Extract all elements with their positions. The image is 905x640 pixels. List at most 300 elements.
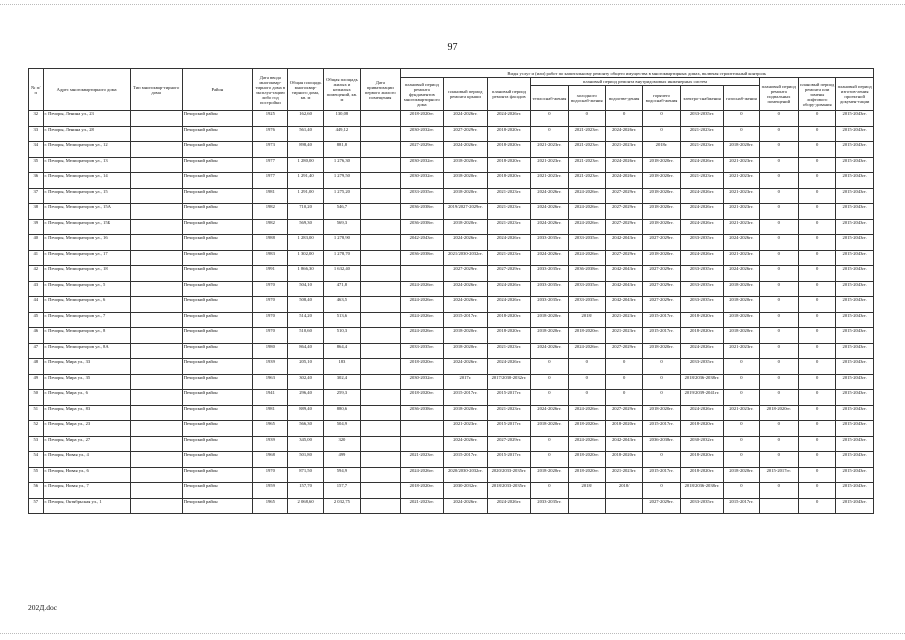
table-cell: 504,9	[323, 421, 360, 437]
bottom-dotted-border	[0, 633, 905, 634]
table-cell: Печорский район	[182, 312, 253, 328]
table-cell: 1939	[253, 359, 288, 375]
table-cell: 2036-2038гг.	[400, 204, 444, 220]
table-cell: 2036-2038гг.	[568, 266, 605, 282]
col-no: № п/п	[29, 69, 44, 111]
table-row	[29, 436, 874, 452]
table-cell: г. Печоры, Мелиораторов ул., 8А	[43, 343, 130, 359]
table-cell: 37	[29, 188, 44, 204]
table-cell: 46	[29, 328, 44, 344]
table-cell: 2015-2043гг.	[836, 173, 874, 189]
table-cell: 0	[759, 483, 798, 499]
table-cell: 2018-2020гг.	[444, 343, 488, 359]
table-cell: 2015-2043гг.	[836, 343, 874, 359]
table-row	[29, 126, 874, 142]
table-cell: 32	[29, 111, 44, 127]
table-row	[29, 483, 874, 499]
table-row	[29, 157, 874, 173]
table-cell: 2024-2026гг.	[605, 157, 642, 173]
table-cell: 1970	[253, 281, 288, 297]
col-year: Дата ввода многоквар-тирного дома в эксплуа-тацию либо год постройки	[253, 69, 288, 111]
col-electric: электро-снабжения	[680, 86, 724, 111]
table-cell	[130, 188, 182, 204]
table-row	[29, 421, 874, 437]
table-cell: Печорский район	[182, 250, 253, 266]
table-cell: 2024-2026гг.	[400, 312, 444, 328]
table-cell: 2015-2017гг.	[759, 467, 798, 483]
table-cell: 2024-2026гг.	[568, 405, 605, 421]
table-row	[29, 281, 874, 297]
table-cell: 0	[798, 328, 835, 344]
table-cell: 1965	[253, 421, 288, 437]
table-cell: 2021-2023гг.	[680, 173, 724, 189]
table-cell: Печорский район	[182, 266, 253, 282]
table-cell: 1 632,40	[323, 266, 360, 282]
table-cell	[361, 421, 400, 437]
table-cell: 1 866,30	[288, 266, 323, 282]
table-cell: 2024-2026гг.	[400, 328, 444, 344]
table-cell	[130, 421, 182, 437]
table-cell: 2027-2029гг.	[605, 343, 642, 359]
table-cell: 0	[759, 312, 798, 328]
table-cell	[130, 328, 182, 344]
table-cell	[130, 126, 182, 142]
table-cell: 2018-2020гг.	[643, 343, 680, 359]
table-cell: 2015-2017гг.	[487, 452, 531, 468]
table-cell	[361, 173, 400, 189]
table-cell: 2027-2029гг.	[643, 297, 680, 313]
table-cell: 2024-2026гг.	[531, 204, 568, 220]
col-design: плановый период изготов-ления проектной докумен-тации	[836, 78, 874, 111]
table-cell: 2024-2026гг.	[444, 498, 488, 514]
table-cell: 2033-2035гг.	[568, 281, 605, 297]
table-cell: 2027-2029гг.	[643, 498, 680, 514]
table-cell	[361, 343, 400, 359]
table-cell: 2021-2023гг.	[724, 204, 759, 220]
col-basement: плановый период ремонта подвальных помещений	[759, 78, 798, 111]
table-cell: 2030-2032гг.	[400, 374, 444, 390]
table-cell	[130, 498, 182, 514]
col-elevator: плановый период ремонта или замены лифтового обору-дования	[798, 78, 835, 111]
table-cell	[130, 235, 182, 251]
table-cell: Печорский район	[182, 436, 253, 452]
table-cell: г. Печоры, Мелиораторов ул., 17	[43, 250, 130, 266]
table-cell: 0	[759, 390, 798, 406]
table-cell: 2021-2023гг.	[680, 142, 724, 158]
table-cell	[361, 235, 400, 251]
table-cell: г. Печоры, Новая ул., 7	[43, 483, 130, 499]
group-systems: плановый период ремонта внутридомовых инженерных систем	[531, 78, 759, 86]
table-cell: 2015-2043гг.	[836, 297, 874, 313]
table-cell	[361, 188, 400, 204]
table-cell: 2015-2017гг.	[444, 312, 488, 328]
table-cell: 2030-2032гг.	[680, 436, 724, 452]
table-cell: 2033-2035гг.	[680, 266, 724, 282]
table-cell: 45	[29, 312, 44, 328]
table-cell: 2019/2027-2029гг.	[444, 204, 488, 220]
table-row	[29, 390, 874, 406]
table-cell: 0	[798, 219, 835, 235]
table-cell: 2021-2023гг.	[400, 452, 444, 468]
table-cell: 2042-2043гг.	[605, 281, 642, 297]
table-cell: 1963	[253, 374, 288, 390]
table-cell	[130, 250, 182, 266]
table-cell: 2027-2029гг.	[643, 281, 680, 297]
table-cell: 2015-2017гг.	[444, 390, 488, 406]
table-cell: Печорский район	[182, 188, 253, 204]
table-cell: 2020/2033-2035гг.	[487, 467, 531, 483]
table-row	[29, 219, 874, 235]
table-cell: 1 280,00	[288, 157, 323, 173]
table-cell: 1 279,50	[323, 173, 360, 189]
table-cell	[361, 126, 400, 142]
table-cell: 2033-2035гг.	[400, 188, 444, 204]
table-cell: 2033-2035гг.	[680, 235, 724, 251]
table-cell: 259,3	[323, 390, 360, 406]
table-cell: 2018-2020гг.	[643, 173, 680, 189]
table-cell: 2021-2023гг.	[487, 188, 531, 204]
table-row	[29, 452, 874, 468]
table-cell: 1941	[253, 390, 288, 406]
table-cell	[361, 266, 400, 282]
table-cell: Печорский район	[182, 467, 253, 483]
table-cell: г. Печоры, Мира ул., 27	[43, 436, 130, 452]
table-cell: 2018-2020гг.	[605, 452, 642, 468]
table-cell: 2024-2026гг.	[680, 204, 724, 220]
table-cell: 2024-2026гг.	[444, 436, 488, 452]
table-cell: 2033-2035гг.	[400, 343, 444, 359]
table-cell: 2018-2020гг.	[643, 219, 680, 235]
table-cell: 1 275,20	[323, 188, 360, 204]
table-cell: 57	[29, 498, 44, 514]
table-cell: 2015-2017гг.	[643, 328, 680, 344]
table-cell: 0	[759, 204, 798, 220]
table-cell: 2024-2026гг.	[531, 343, 568, 359]
table-cell: 0	[798, 142, 835, 158]
table-cell: г. Печоры, Мелиораторов ул., 14	[43, 173, 130, 189]
table-cell: 2018-2020гг.	[487, 328, 531, 344]
table-cell: 2024-2026гг.	[568, 250, 605, 266]
table-cell: 54	[29, 452, 44, 468]
table-cell: Печорский район	[182, 235, 253, 251]
table-cell: 2020/2030-2032гг.	[444, 467, 488, 483]
table-cell: Печорский район	[182, 173, 253, 189]
table-cell: 508,40	[288, 297, 323, 313]
table-cell	[130, 359, 182, 375]
table-cell: 471,8	[323, 281, 360, 297]
table-cell: 2021-2023гг.	[568, 126, 605, 142]
table-cell: 2018г.	[643, 142, 680, 158]
table-cell	[400, 421, 444, 437]
table-cell: 2018-2020гг.	[759, 405, 798, 421]
table-cell: 0	[568, 374, 605, 390]
table-cell: 710,20	[288, 204, 323, 220]
table-cell: 2021-2023гг.	[605, 142, 642, 158]
table-cell: 2042-2043гг.	[605, 297, 642, 313]
table-cell: 35	[29, 157, 44, 173]
table-cell	[568, 498, 605, 514]
table-cell: 0	[798, 188, 835, 204]
table-cell: 569,30	[288, 219, 323, 235]
table-cell: 2018-2020гг.	[444, 219, 488, 235]
table-cell: 2021-2023гг.	[605, 312, 642, 328]
table-cell: 2018-2020гг.	[444, 157, 488, 173]
table-cell: 2018-2020гг.	[680, 421, 724, 437]
col-hot-water: горячего водоснаб-жения	[643, 86, 680, 111]
table-cell: 2021-2023гг.	[724, 343, 759, 359]
col-roof: плановый период ремонта крыши	[444, 78, 488, 111]
table-cell: 2036-2038гг.	[400, 405, 444, 421]
table-cell: Печорский район	[182, 111, 253, 127]
table-cell: Печорский район	[182, 359, 253, 375]
table-cell: 2027-2029гг.	[643, 235, 680, 251]
table-cell: 2024-2026гг.	[724, 266, 759, 282]
table-cell: 0	[798, 359, 835, 375]
table-cell: 320	[323, 436, 360, 452]
table-cell: 0	[759, 359, 798, 375]
table-cell: 2021-2023гг.	[724, 219, 759, 235]
table-cell: 2042-2043гг.	[605, 235, 642, 251]
col-facade: плановый период ремонта фасадов	[487, 78, 531, 111]
table-cell: 0	[724, 359, 759, 375]
table-cell: 43	[29, 281, 44, 297]
table-cell: 2015-2043гг.	[836, 467, 874, 483]
table-cell: 1970	[253, 297, 288, 313]
table-cell: 2024-2026гг.	[444, 235, 488, 251]
table-cell: 2021-2023гг.	[724, 173, 759, 189]
table-cell: 2030-2032гг.	[400, 126, 444, 142]
table-row	[29, 235, 874, 251]
table-cell: 2024-2026гг.	[680, 343, 724, 359]
table-cell: 2018-2020гг.	[444, 188, 488, 204]
table-cell: 2015-2017гг.	[643, 312, 680, 328]
table-cell: 2015-2017гг.	[724, 498, 759, 514]
table-cell: 514,20	[288, 312, 323, 328]
table-cell: 2027-2029гг.	[605, 204, 642, 220]
table-cell	[361, 312, 400, 328]
table-cell: 2033-2035гг.	[568, 235, 605, 251]
table-cell: 205,10	[288, 359, 323, 375]
table-cell	[361, 204, 400, 220]
table-cell	[130, 452, 182, 468]
table-cell: 2024-2026гг.	[400, 281, 444, 297]
table-cell: 39	[29, 219, 44, 235]
table-cell	[361, 452, 400, 468]
table-cell: 0	[798, 312, 835, 328]
table-row	[29, 250, 874, 266]
table-cell: 2018-2020гг.	[568, 421, 605, 437]
table-cell: 2024-2026гг.	[487, 297, 531, 313]
table-cell: 0	[798, 483, 835, 499]
table-cell: 1959	[253, 483, 288, 499]
table-cell: 2018-2020гг.	[680, 452, 724, 468]
table-cell	[361, 359, 400, 375]
table-cell: 2018-2020гг.	[531, 328, 568, 344]
table-cell: 1970	[253, 312, 288, 328]
table-cell: 2033-2035гг.	[531, 266, 568, 282]
table-cell	[361, 111, 400, 127]
table-cell: 52	[29, 421, 44, 437]
table-cell: 2027-2029гг.	[643, 266, 680, 282]
table-cell: 0	[531, 390, 568, 406]
table-cell	[130, 157, 182, 173]
table-cell: 2024-2026гг.	[724, 235, 759, 251]
table-cell	[130, 390, 182, 406]
table-cell: 2018-2020гг.	[568, 328, 605, 344]
group-services: Виды услуг и (или) работ по капитальному ремонту общего имущества в многоквартирных домах, включая строительный контроль	[400, 69, 873, 78]
table-cell: 2015-2043гг.	[836, 204, 874, 220]
table-cell: 0	[531, 452, 568, 468]
table-cell: 2027-2029гг.	[605, 405, 642, 421]
table-cell: 0	[798, 421, 835, 437]
table-cell: 2018-2020гг.	[680, 312, 724, 328]
table-cell: 1982	[253, 204, 288, 220]
table-cell	[361, 405, 400, 421]
table-cell	[361, 390, 400, 406]
table-cell: 2021-2023гг.	[531, 142, 568, 158]
table-cell: 0	[724, 436, 759, 452]
table-cell: 2018-2020гг.	[643, 157, 680, 173]
table-cell: 2018/	[568, 312, 605, 328]
table-cell	[361, 328, 400, 344]
table-cell	[130, 204, 182, 220]
table-cell: г. Печоры, Мелиораторов ул., 15	[43, 188, 130, 204]
table-cell: 0	[759, 173, 798, 189]
table-cell: 2042-2043гг.	[605, 266, 642, 282]
table-cell	[361, 498, 400, 514]
table-cell: 1925	[253, 111, 288, 127]
table-row	[29, 312, 874, 328]
table-cell: 0	[759, 188, 798, 204]
table-cell: г. Печоры, Ленина ул., 23	[43, 111, 130, 127]
col-cold-water: холодного водоснаб-жения	[568, 86, 605, 111]
table-cell: 0	[759, 421, 798, 437]
table-cell: 2015-2017гг.	[444, 452, 488, 468]
table-row	[29, 467, 874, 483]
table-cell: 2018-2020гг.	[400, 483, 444, 499]
table-cell: 2021-2023гг.	[487, 204, 531, 220]
table-cell: 1977	[253, 157, 288, 173]
table-cell: 561,40	[288, 126, 323, 142]
table-cell: 345,00	[288, 436, 323, 452]
table-cell: 2018/	[568, 483, 605, 499]
table-row	[29, 173, 874, 189]
table-cell	[130, 374, 182, 390]
table-cell	[759, 498, 798, 514]
table-cell: 0	[798, 343, 835, 359]
table-cell: 2018/2033-2035гг.	[487, 483, 531, 499]
table-cell: 2018-2020гг.	[724, 312, 759, 328]
table-cell: 0	[798, 297, 835, 313]
table-cell: 2033-2035гг.	[531, 281, 568, 297]
table-cell: 0	[605, 111, 642, 127]
table-cell	[361, 436, 400, 452]
table-cell	[130, 312, 182, 328]
table-cell: 2030-2032гг.	[400, 157, 444, 173]
table-cell: 0	[798, 374, 835, 390]
table-cell: г. Печоры, Мира ул., 6	[43, 390, 130, 406]
table-cell: 0	[759, 219, 798, 235]
table-cell: 2018-2020гг.	[724, 467, 759, 483]
table-cell: 2021-2023гг.	[724, 188, 759, 204]
table-cell: 2024-2026гг.	[680, 219, 724, 235]
table-cell: 2021-2023гг.	[680, 126, 724, 142]
table-cell: 0	[724, 452, 759, 468]
col-living-area: Общая площадь жилых и нежилых помещений, кв. м	[323, 69, 360, 111]
table-cell: 2021-2023гг.	[568, 173, 605, 189]
table-cell: 0	[531, 111, 568, 127]
table-cell: 162,60	[288, 111, 323, 127]
table-cell	[130, 297, 182, 313]
table-cell: 2024-2026гг.	[531, 188, 568, 204]
table-cell: 0	[759, 452, 798, 468]
table-cell: 1 302,00	[288, 250, 323, 266]
table-cell: 2033-2035гг.	[680, 297, 724, 313]
table-cell: 2021-2023гг.	[724, 405, 759, 421]
table-cell: 2018-2020гг.	[487, 173, 531, 189]
table-cell	[361, 157, 400, 173]
table-cell: 36	[29, 173, 44, 189]
table-cell: 2024-2026гг.	[444, 359, 488, 375]
table-cell: Печорский район	[182, 483, 253, 499]
table-cell: 449,12	[323, 126, 360, 142]
table-cell: 2021-2023гг.	[444, 421, 488, 437]
table-cell: 0	[531, 436, 568, 452]
table-cell: 302,40	[288, 374, 323, 390]
table-cell: 302,4	[323, 374, 360, 390]
table-cell: 2027-2029гг.	[605, 250, 642, 266]
table-cell: 1982	[253, 219, 288, 235]
table-cell: Печорский район	[182, 343, 253, 359]
table-cell: 2036-2038гг.	[400, 250, 444, 266]
table-cell: 510,60	[288, 328, 323, 344]
table-cell: г. Печоры, Мелиораторов ул., 5	[43, 281, 130, 297]
table-cell: 0	[759, 343, 798, 359]
table-cell: 2024-2026гг.	[568, 436, 605, 452]
table-cell: 881,8	[323, 142, 360, 158]
table-cell: Печорский район	[182, 390, 253, 406]
table-cell: 1981	[253, 188, 288, 204]
table-cell: 157,70	[288, 483, 323, 499]
table-cell: 0	[759, 281, 798, 297]
table-cell: 2018-2020гг.	[487, 157, 531, 173]
table-cell	[361, 483, 400, 499]
table-cell: 0	[643, 126, 680, 142]
table-cell: 1991	[253, 266, 288, 282]
table-cell: 1973	[253, 142, 288, 158]
table-cell: 499	[323, 452, 360, 468]
col-foundation: плановый период ремонта фундаментов многоквартирного дома	[400, 78, 444, 111]
table-cell: г. Печоры, Мелиораторов ул., 13	[43, 157, 130, 173]
table-cell: г. Печоры, Мира ул., 23	[43, 421, 130, 437]
table-cell: 2024-2026гг.	[400, 297, 444, 313]
table-cell: 51	[29, 405, 44, 421]
table-cell	[605, 498, 642, 514]
table-cell: 2021-2023гг.	[568, 142, 605, 158]
table-cell: г. Печоры, Мелиораторов ул., 15Б	[43, 219, 130, 235]
table-cell: 2024-2026гг.	[531, 250, 568, 266]
table-cell: Печорский район	[182, 452, 253, 468]
top-dotted-border	[0, 4, 905, 5]
table-cell: 504,10	[288, 281, 323, 297]
table-cell: 2024-2026гг.	[487, 359, 531, 375]
table-cell: 0	[643, 111, 680, 127]
table-cell: 2024-2026гг.	[605, 126, 642, 142]
table-cell: г. Печоры, Мелиораторов ул., 12	[43, 142, 130, 158]
page-number: 97	[447, 42, 458, 53]
table-cell: 2042-2043гг.	[400, 235, 444, 251]
table-cell: 2033-2035гг.	[531, 498, 568, 514]
